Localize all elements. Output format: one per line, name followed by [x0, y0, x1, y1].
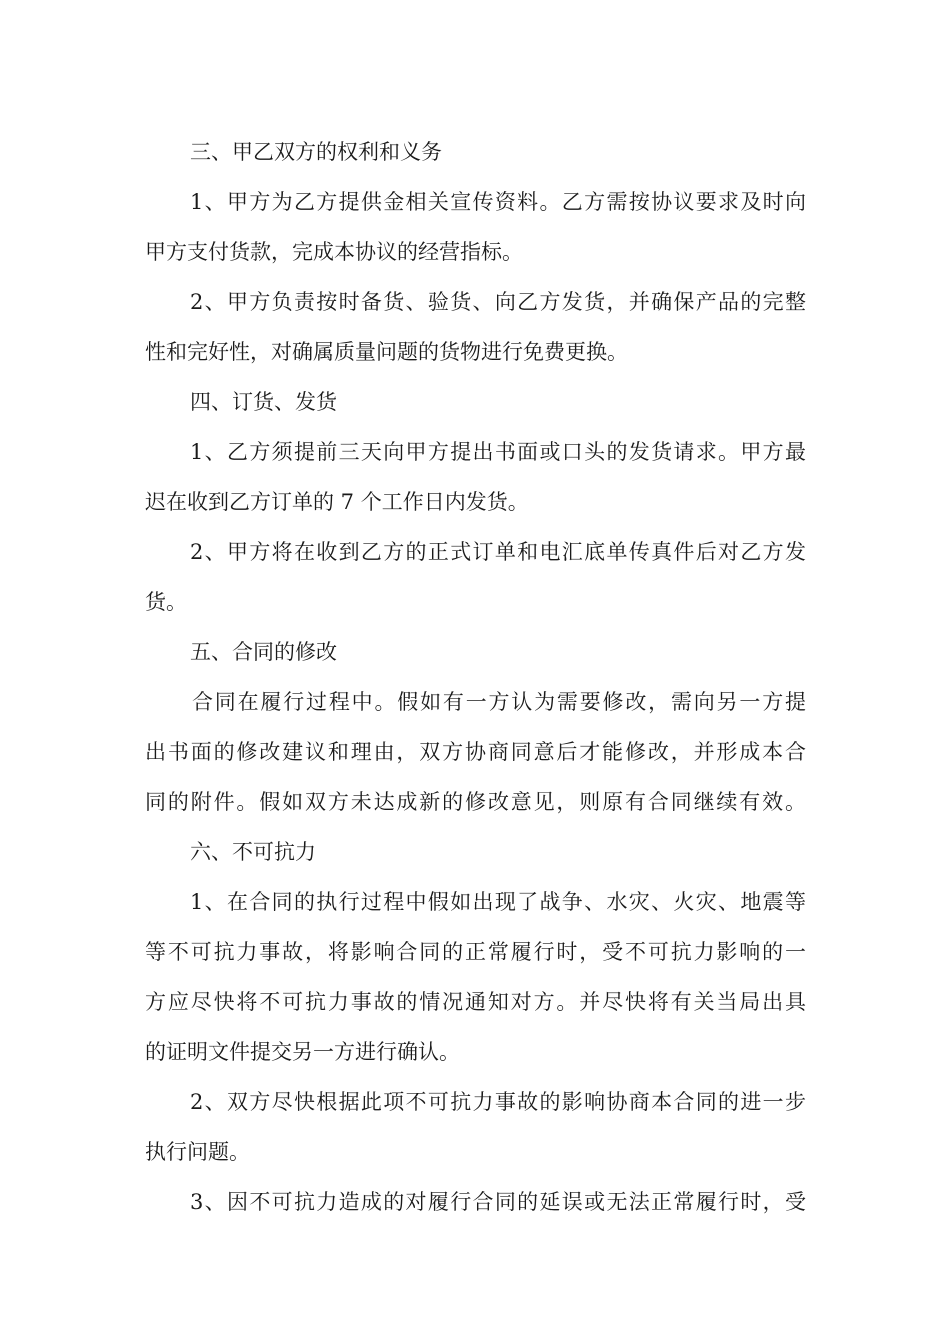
- paragraph-line: 2、甲方负责按时备货、验货、向乙方发货，并确保产品的完整: [190, 290, 806, 314]
- paragraph-line: 1、乙方须提前三天向甲方提出书面或口头的发货请求。甲方最: [190, 440, 806, 464]
- paragraph-line: 同的附件。假如双方未达成新的修改意见，则原有合同继续有效。: [145, 790, 806, 814]
- heading-force-majeure: 六、不可抗力: [190, 840, 316, 864]
- paragraph-line: 2、双方尽快根据此项不可抗力事故的影响协商本合同的进一步: [190, 1090, 806, 1114]
- paragraph-line: 1、甲方为乙方提供金相关宣传资料。乙方需按协议要求及时向: [190, 190, 806, 214]
- paragraph-line: 方应尽快将不可抗力事故的情况通知对方。并尽快将有关当局出具: [145, 990, 806, 1014]
- paragraph-line: 等不可抗力事故，将影响合同的正常履行时，受不可抗力影响的一: [145, 940, 806, 964]
- heading-contract-modification: 五、合同的修改: [190, 640, 337, 664]
- paragraph-line: 迟在收到乙方订单的 7 个工作日内发货。: [145, 490, 529, 514]
- paragraph-line: 的证明文件提交另一方进行确认。: [145, 1040, 460, 1064]
- paragraph-line: 合同在履行过程中。假如有一方认为需要修改，需向另一方提: [192, 690, 806, 714]
- paragraph-line: 2、甲方将在收到乙方的正式订单和电汇底单传真件后对乙方发: [190, 540, 806, 564]
- paragraph-line: 执行问题。: [145, 1140, 250, 1164]
- paragraph-line: 出书面的修改建议和理由，双方协商同意后才能修改，并形成本合: [145, 740, 806, 764]
- paragraph-line: 3、因不可抗力造成的对履行合同的延误或无法正常履行时，受: [190, 1190, 806, 1214]
- heading-rights-obligations: 三、甲乙双方的权利和义务: [190, 140, 442, 164]
- heading-ordering-delivery: 四、订货、发货: [190, 390, 337, 414]
- paragraph-line: 甲方支付货款，完成本协议的经营指标。: [145, 240, 523, 264]
- paragraph-line: 性和完好性，对确属质量问题的货物进行免费更换。: [145, 340, 628, 364]
- paragraph-line: 货。: [145, 590, 187, 614]
- paragraph-line: 1、在合同的执行过程中假如出现了战争、水灾、火灾、地震等: [190, 890, 806, 914]
